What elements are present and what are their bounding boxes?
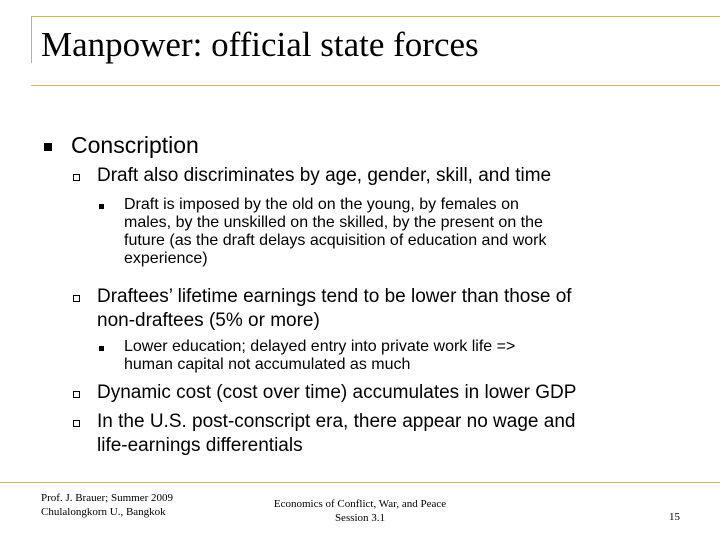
heading-conscription: Conscription [71, 132, 199, 158]
left-rule [31, 16, 32, 63]
title-underline [31, 85, 720, 86]
small-square-bullet-icon [99, 204, 104, 209]
footer-course-line1: Economics of Conflict, War, and Peace [273, 498, 447, 510]
hollow-square-bullet-icon [73, 295, 80, 302]
point-age-gender: Draft also discriminates by age, gender, skill, and time [97, 165, 552, 186]
small-square-bullet-icon [99, 346, 104, 351]
footer-author-line1: Prof. J. Brauer; Summer 2009 [41, 492, 173, 504]
point-lifetime-earnings-line1: Draftees’ lifetime earnings tend to be lower than those of [97, 286, 572, 307]
hollow-square-bullet-icon [73, 420, 80, 427]
point-dynamic-cost: Dynamic cost (cost over time) accumulates in lower GDP [97, 382, 577, 403]
page-number: 15 [669, 511, 680, 523]
subpoint-draft-imposed-line4: experience) [124, 250, 208, 267]
point-post-conscript-line2: life-earnings differentials [97, 435, 303, 456]
subpoint-draft-imposed-line1: Draft is imposed by the old on the young, by females on [124, 196, 519, 213]
hollow-square-bullet-icon [73, 174, 80, 181]
subpoint-draft-imposed-line3: future (as the draft delays acquisition of education and work [124, 232, 547, 249]
slide-title: Manpower: official state forces [41, 25, 479, 64]
subpoint-lower-education-line1: Lower education; delayed entry into private work life => [124, 338, 516, 355]
footer-author-line2: Chulalongkorn U., Bangkok [41, 506, 166, 518]
point-lifetime-earnings-line2: non-draftees (5% or more) [97, 310, 320, 331]
footer-rule [0, 482, 720, 483]
point-post-conscript-line1: In the U.S. post-conscript era, there appear no wage and [97, 411, 576, 432]
subpoint-draft-imposed-line2: males, by the unskilled on the skilled, by the present on the [124, 214, 543, 231]
hollow-square-bullet-icon [73, 391, 80, 398]
top-rule [31, 16, 720, 17]
subpoint-lower-education-line2: human capital not accumulated as much [124, 356, 411, 373]
square-bullet-icon [44, 143, 52, 151]
footer-course-line2: Session 3.1 [334, 512, 386, 524]
